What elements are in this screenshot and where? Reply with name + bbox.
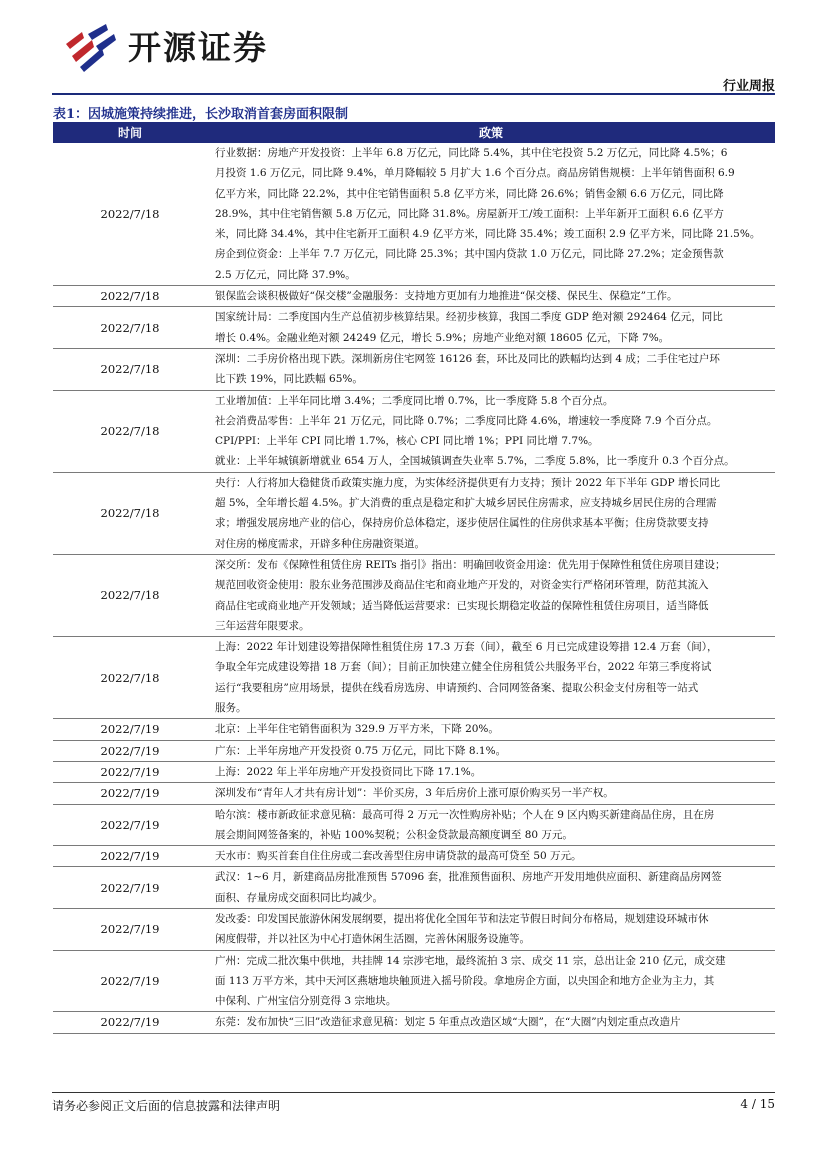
row-policy [207,719,775,740]
page-number: 4 / 15 [740,1097,775,1111]
policy-line: 亿平方米，同比降 22.2%，其中住宅销售面积 5.8 亿平方米，同比降 26.6%；销售金额 6.6 万亿元，同比降 [215,187,724,200]
table-row [53,307,775,349]
table-row [53,143,775,286]
policy-line: 三年运营年限要求。 [215,619,310,632]
policy-line: 国家统计局：二季度国内生产总值初步核算结果。经初步核算，我国二季度 GDP 绝对额 292464 亿元，同比 [215,311,723,324]
table-row [53,761,775,782]
row-date: 2022/7/18 [53,554,207,636]
policy-line: 深圳发布“青年人才共有房计划”：半价买房，3 年后房价上涨可原价购买另一半产权。 [215,787,614,800]
policy-line: 2.5 万亿元，同比降 37.9%。 [215,268,356,281]
table-header-row [53,122,775,143]
table-row [53,348,775,390]
policy-line: 深交所：发布《保障性租赁住房 REITs 指引》指出：明确回收资金用途：优先用于保障性租赁住房项目建设； [215,558,726,571]
row-policy [207,637,775,719]
policy-line: 月投资 1.6 万亿元，同比降 9.4%，单月降幅较 5 月扩大 1.6 个百分点。商品房销售规模：上半年销售面积 6.9 [215,167,735,180]
row-policy [207,783,775,804]
row-policy [207,390,775,472]
policy-line: 工业增加值：上半年同比增 3.4%；二季度同比增 0.7%，比一季度降 5.8 个百分点。 [215,394,614,407]
policy-line: 深圳：二手房价格出现下跌。深圳新房住宅网签 16126 套，环比及同比的跌幅均达到 4 成；二手住宅过户环 [215,352,720,365]
policy-line: 闲度假带，并以社区为中心打造休闲生活圈，完善休闲服务设施等。 [215,933,530,946]
row-policy [207,908,775,950]
policy-line: 展会期间网签备案的，补贴 100%契税；公积金贷款最高额度调至 80 万元。 [215,828,573,841]
policy-line: 天水市：购买首套自住住房或二套改善型住房申请贷款的最高可贷至 50 万元。 [215,850,582,863]
row-date: 2022/7/18 [53,637,207,719]
brand-name: 开源证券 [128,27,268,67]
row-policy [207,867,775,909]
header-divider [52,93,775,95]
row-date: 2022/7/19 [53,846,207,867]
policy-line: 广东：上半年房地产开发投资 0.75 万亿元，同比下降 8.1%。 [215,744,507,757]
row-date: 2022/7/18 [53,307,207,349]
table-row [53,1012,775,1033]
policy-line: 房企到位资金：上半年 7.7 万亿元，同比降 25.3%；其中国内贷款 1.0 万亿元，同比降 27.2%；定金预售款 [215,248,724,261]
policy-line: 面积、存量房成交面积同比均减少。 [215,891,383,904]
policy-line: 求；增强发展房地产业的信心，保持房价总体稳定，逐步使居住属性的住房供求基本平衡；住房贷款要支持 [215,517,709,530]
policy-line: 对住房的梯度需求，开辟多种住房融资渠道。 [215,537,425,550]
policy-line: 武汉：1~6 月，新建商品房批准预售 57096 套，批准预售面积、房地产开发用地供应面积、新建商品房网签 [215,871,722,884]
row-date: 2022/7/18 [53,286,207,307]
row-date: 2022/7/18 [53,143,207,286]
policy-line: 28.9%，其中住宅销售额 5.8 万亿元，同比降 31.8%。房屋新开工/竣工面积：上半年新开工面积 6.6 亿平方 [215,207,724,220]
table-row [53,390,775,472]
row-policy [207,286,775,307]
table-row [53,804,775,846]
footer-divider [52,1092,775,1093]
row-date: 2022/7/19 [53,804,207,846]
row-policy [207,307,775,349]
policy-table [53,122,775,1034]
policy-line: 广州：完成二批次集中供地，共挂牌 14 宗涉宅地，最终流拍 3 宗、成交 11 宗，总出让金 210 亿元，成交建 [215,954,726,967]
policy-line: 央行：人行将加大稳健货币政策实施力度，为实体经济提供更有力支持；预计 2022 年下半年 GDP 增长同比 [215,476,720,489]
table-row [53,950,775,1012]
policy-line: 运行“我要租房”应用场景，提供在线看房选房、申请预约、合同网签备案、提取公积金支付房租等一站式 [215,681,699,694]
column-header-policy: 政策 [207,122,775,143]
policy-line: 东莞：发布加快“三旧”改造征求意见稿：划定 5 年重点改造区域“大圈”，在“大圈”内划定重点改造片 [215,1016,681,1029]
column-header-time: 时间 [53,122,207,143]
row-date: 2022/7/19 [53,740,207,761]
policy-line: 面 113 万平方米，其中天河区燕塘地块触顶进入摇号阶段。拿地房企方面，以央国企和地方企业为主力，其 [215,974,715,987]
row-policy [207,761,775,782]
policy-line: 规范回收资金使用：股东业务范围涉及商品住宅和商业地产开发的，对资金实行严格闭环管理，防范其流入 [215,579,709,592]
table-row [53,908,775,950]
policy-line: 银保监会谈积极做好“保交楼”金融服务：支持地方更加有力地推进“保交楼、保民生、保稳定”工作。 [215,290,678,303]
row-date: 2022/7/18 [53,348,207,390]
table-row [53,554,775,636]
row-date: 2022/7/18 [53,472,207,554]
row-policy [207,740,775,761]
table-row [53,637,775,719]
row-policy [207,348,775,390]
table-row [53,783,775,804]
table-title: 表1：因城施策持续推进，长沙取消首套房面积限制 [53,107,349,122]
table-body [53,143,775,1033]
brand-logo [62,22,268,72]
logo-mark-icon [62,22,120,72]
table-row [53,740,775,761]
policy-line: 争取全年完成建设筹措 18 万套（间）；目前正加快建立健全住房租赁公共服务平台，2022 年第三季度将试 [215,661,712,674]
row-policy [207,472,775,554]
report-type: 行业周报 [722,79,775,94]
row-date: 2022/7/18 [53,390,207,472]
row-date: 2022/7/19 [53,950,207,1012]
row-date: 2022/7/19 [53,1012,207,1033]
row-date: 2022/7/19 [53,719,207,740]
policy-line: 哈尔滨：楼市新政征求意见稿：最高可得 2 万元一次性购房补贴；个人在 9 区内购买新建商品住房，且在房 [215,808,715,821]
policy-line: 社会消费品零售：上半年 21 万亿元，同比降 0.7%；二季度同比降 4.6%，增速较一季度降 7.9 个百分点。 [215,414,718,427]
row-policy [207,950,775,1012]
policy-line: 超 5%，全年增长超 4.5%。扩大消费的重点是稳定和扩大城乡居民住房需求，应支持城乡居民住房的合理需 [215,497,717,510]
row-policy [207,554,775,636]
row-date: 2022/7/19 [53,867,207,909]
footer-disclaimer: 请务必参阅正文后面的信息披露和法律声明 [52,1099,281,1113]
table-row [53,719,775,740]
row-policy [207,143,775,286]
policy-line: 中保利、广州宝信分别竞得 3 宗地块。 [215,995,397,1008]
table-row [53,867,775,909]
policy-line: 米，同比降 34.4%，其中住宅新开工面积 4.9 亿平方米，同比降 35.4%；竣工面积 2.9 亿平方米，同比降 21.5%。 [215,228,761,241]
row-date: 2022/7/19 [53,761,207,782]
table-row [53,472,775,554]
policy-line: 发改委：印发国民旅游休闲发展纲要，提出将优化全国年节和法定节假日时间分布格局，规划建设环城市休 [215,912,709,925]
policy-line: 上海：2022 年计划建设筹措保障性租赁住房 17.3 万套（间），截至 6 月已完成建设筹措 12.4 万套（间）， [215,641,718,654]
policy-line: 商品住宅或商业地产开发领域；适当降低运营要求：已实现长期稳定收益的保障性租赁住房项目，适当降低 [215,599,709,612]
row-policy [207,1012,775,1033]
policy-line: 比下跌 19%，同比跌幅 65%。 [215,373,363,386]
policy-line: 增长 0.4%。金融业绝对额 24249 亿元，增长 5.9%；房地产业绝对额 18605 亿元，下降 7%。 [215,331,670,344]
row-date: 2022/7/19 [53,783,207,804]
row-policy [207,804,775,846]
policy-line: 服务。 [215,702,247,715]
policy-line: 行业数据：房地产开发投资：上半年 6.8 万亿元，同比降 5.4%，其中住宅投资 5.2 万亿元，同比降 4.5%；6 [215,147,728,159]
row-policy [207,846,775,867]
policy-line: 就业：上半年城镇新增就业 654 万人，全国城镇调查失业率 5.7%，二季度 5.8%，比一季度升 0.3 个百分点。 [215,455,735,468]
policy-line: CPI/PPI：上半年 CPI 同比增 1.7%，核心 CPI 同比增 1%；PPI 同比增 7.7%。 [215,435,599,448]
table-row [53,846,775,867]
table-row [53,286,775,307]
policy-line: 北京：上半年住宅销售面积为 329.9 万平方米，下降 20%。 [215,723,499,736]
row-date: 2022/7/19 [53,908,207,950]
policy-line: 上海：2022 年上半年房地产开发投资同比下降 17.1%。 [215,765,482,778]
